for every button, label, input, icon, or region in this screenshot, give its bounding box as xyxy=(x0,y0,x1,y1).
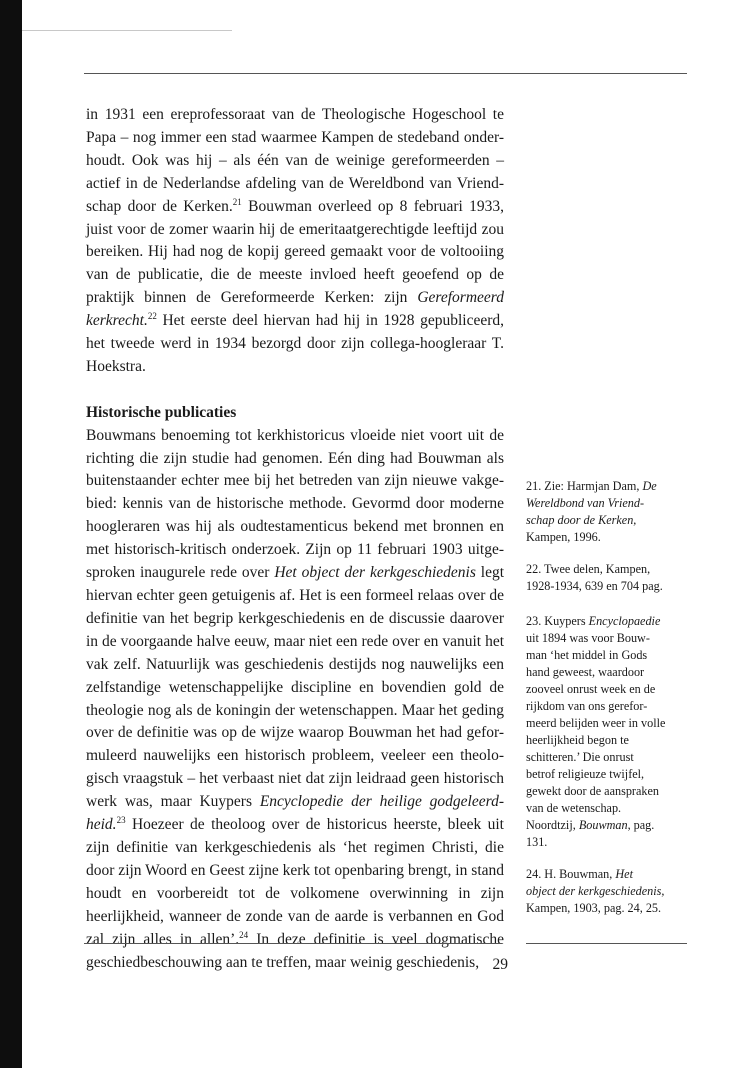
footer-rule-main xyxy=(84,943,502,944)
faint-top-line xyxy=(22,30,232,31)
footnote-ref-22: 22 xyxy=(147,311,157,322)
footer-rule-notes xyxy=(526,943,687,944)
footnote-ref-21: 21 xyxy=(232,196,242,207)
footnote-22: 22. Twee delen, Kampen, 1928-1934, 639 en 704 pag. xyxy=(526,562,663,593)
main-text-column xyxy=(86,104,504,974)
footnote-ref-23: 23 xyxy=(116,815,126,826)
paragraph-historische-publicaties: Bouwmans benoeming tot kerkhistoricus vloeide niet voort uit de richting die zijn studie had genomen. Eén ding had Bouwman als buitenstaander echter mee bij het betreden van zijn nieuwe vakge- bied: kennis van de historische methode. Gevormd door moderne hoogleraren was hij als oudtestamenticus bekend met bronnen en met historisch-kritisch onderzoek. Zijn op 11 februari 1903 uitge- sproken inaugurele rede over Het object der kerkgeschiedenis legt hiervan echter geen getuigenis af. Het is een formeel relaas over de definitie van het begrip kerkgeschiedenis en de discussie daarover in de voorgaande halve eeuw, maar niet een rede over en vanuit het vak zelf. Natuurlijk was geschiedenis destijds nog nauwelijks een zelfstandige wetenschappelijke discipline en bovendien gold de theologie nog als de koningin der wetenschappen. Maar het geding over de definitie was op de wijze waarop Bouwman het had gefor- muleerd nauwelijks een historisch probleem, veeleer een theolo- gisch vraagstuk – het verbaast niet dat zijn leidraad geen historisch werk was, maar Kuypers Encyclopedie der heilige godgeleerd- heid.$^{23}$ Hoezeer de theoloog over de historicus heerste, bleek uit zijn definitie van kerkgeschiedenis als ‘het regimen Christi, die door zijn Woord en Geest zijne kerk tot openbaring brengt, in stand houdt en voorbereidt tot de volkomene overwinning in zijn heerlijkheid, wanneer de zonde van de aarde is verbannen en God zal zijn alles in allen’.$^{24}$ In deze definitie is veel dogmatische geschiedbeschouwing aan te treffen, maar weinig geschiedenis, xyxy=(86,426,505,971)
footnote-21: 21. Zie: Harmjan Dam, De Wereldbond van Vriend- schap door de Kerken, Kampen, 1996. xyxy=(526,479,657,544)
scan-edge-bar xyxy=(0,0,22,1068)
footnote-24: 24. H. Bouwman, Het object der kerkgeschiedenis, Kampen, 1903, pag. 24, 25. xyxy=(526,867,665,915)
margin-notes xyxy=(526,478,692,932)
footnote-23: 23. Kuypers Encyclopaedie uit 1894 was voor Bouw- man ‘het middel in Gods hand geweest, waardoor zooveel onrust week en de rijkdom van ons gerefor- meerd belijden weer in volle heerlijkheid begon te schitteren.’ Die onrust betrof religieuze twijfel, gewekt door de aanspraken van de wetenschap. Noordtzij, Bouwman, pag. 131. xyxy=(526,614,666,849)
page-number: 29 xyxy=(492,956,508,973)
footnote-ref-24: 24 xyxy=(239,929,249,940)
section-heading: Historische publicaties xyxy=(86,403,237,421)
header-rule xyxy=(84,73,687,74)
paragraph-continuation: in 1931 een ereprofessoraat van de Theologische Hogeschool te Papa – nog immer een stad waarmee Kampen de stedeband onder- houdt. Ook was hij – als één van de weinige gereformeerden – actief in de Nederlandse afdeling van de Wereldbond van Vriend- schap door de Kerken.$^{21}$ Bouwman overleed op 8 februari 1933, juist voor de zomer waarin hij de emeritaatgerechtigde leeftijd zou bereiken. Hij had nog de kopij gereed gemaakt voor de voltooiing van de publicatie, die de meeste invloed heeft geoefend op de praktijk binnen de Gereformeerde Kerken: zijn Gereformeerd kerkrecht.$^{22}$ Het eerste deel hiervan had hij in 1928 gepubliceerd, het tweede werd in 1934 bezorgd door zijn collega-hoogleraar T. Hoekstra. xyxy=(86,106,504,375)
